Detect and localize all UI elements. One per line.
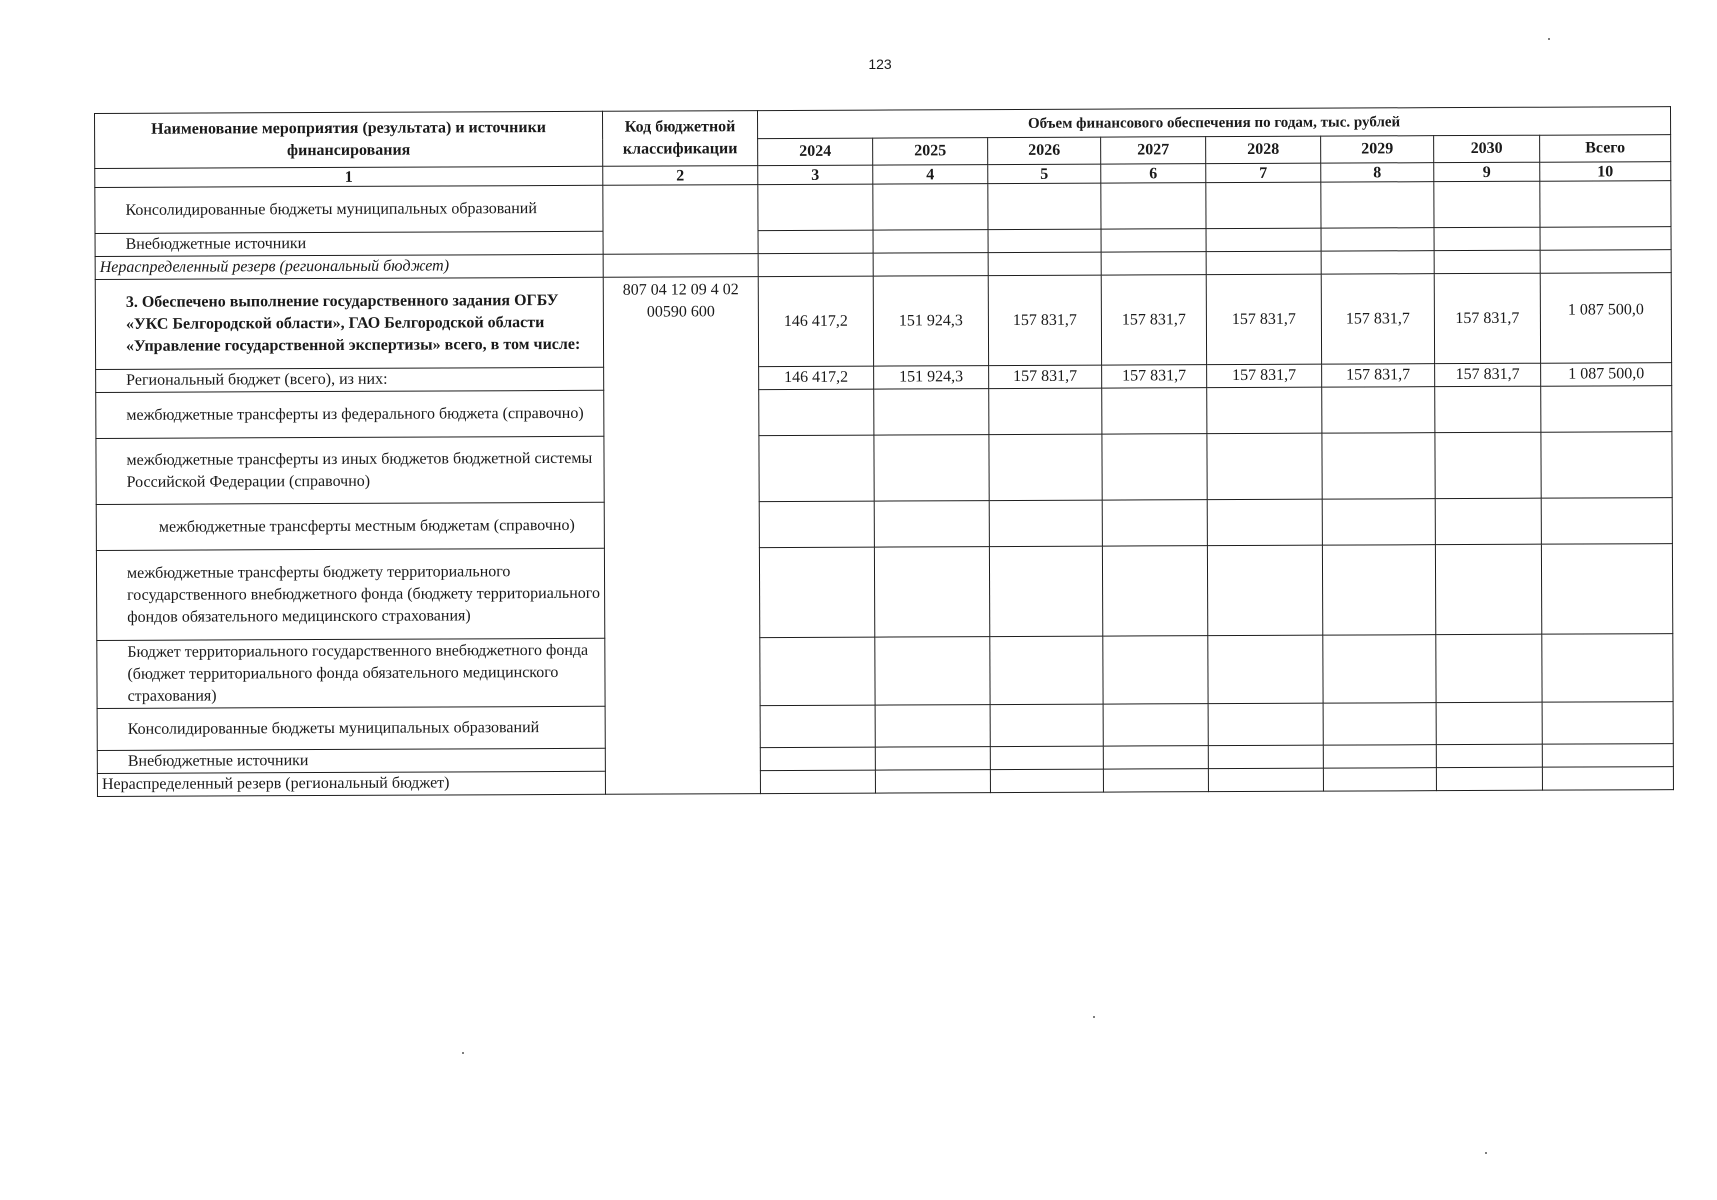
year-2029: 2029 bbox=[1321, 136, 1434, 163]
colnum: 8 bbox=[1321, 163, 1434, 182]
row-code bbox=[603, 254, 758, 278]
colnum: 10 bbox=[1540, 162, 1671, 182]
table-row bbox=[95, 273, 1671, 370]
value-2024: 146 417,2 bbox=[758, 276, 873, 367]
header-code: Код бюджетной классификации bbox=[602, 111, 757, 167]
colnum: 3 bbox=[758, 165, 873, 185]
header-name: Наименование мероприятия (результата) и источники финансирования bbox=[95, 111, 603, 168]
value-2026: 157 831,7 bbox=[988, 275, 1101, 365]
table-row bbox=[96, 432, 1672, 505]
colnum: 7 bbox=[1206, 163, 1321, 183]
value-2025: 151 924,3 bbox=[874, 366, 989, 390]
header-volume: Объем финансового обеспечения по годам, тыс. рублей bbox=[757, 107, 1670, 139]
value-2030: 157 831,7 bbox=[1434, 273, 1540, 363]
year-2024: 2024 bbox=[758, 138, 873, 166]
row-name: 3. Обеспечено выполнение государственного задания ОГБУ «УКС Белгородской области», ГАО Белгородской области «Управление государственной экспертизы» всего, в том числе: bbox=[95, 277, 603, 369]
colnum: 4 bbox=[873, 165, 988, 185]
year-2025: 2025 bbox=[873, 138, 988, 166]
row-name: Бюджет территориального государственного внебюджетного фонда (бюджет территориального фонда обязательного медицинского страхования) bbox=[97, 638, 605, 708]
page-number: 123 bbox=[868, 56, 892, 72]
table-row bbox=[96, 544, 1672, 641]
colnum: 5 bbox=[988, 164, 1101, 183]
value-2029: 157 831,7 bbox=[1322, 364, 1435, 387]
value-2026: 157 831,7 bbox=[989, 365, 1102, 388]
row-code bbox=[603, 185, 758, 255]
value-total: 1 087 500,0 bbox=[1540, 273, 1671, 364]
row-name: Внебюджетные источники bbox=[97, 748, 605, 773]
row-name: Нераспределенный резерв (региональный бюджет) bbox=[95, 254, 603, 279]
row-name: межбюджетные трансферты местным бюджетам (справочно) bbox=[96, 502, 604, 550]
value-2027: 157 831,7 bbox=[1102, 365, 1207, 388]
budget-table bbox=[94, 106, 1674, 797]
year-total: Всего bbox=[1540, 135, 1671, 163]
table-row bbox=[96, 498, 1672, 551]
value-2027: 157 831,7 bbox=[1101, 275, 1206, 365]
value-2028: 157 831,7 bbox=[1207, 364, 1322, 388]
row-name: Внебюджетные источники bbox=[95, 231, 603, 256]
row-name: Нераспределенный резерв (региональный бюджет) bbox=[97, 771, 605, 796]
value-2028: 157 831,7 bbox=[1206, 274, 1321, 365]
colnum: 6 bbox=[1101, 164, 1206, 183]
table-row bbox=[97, 702, 1673, 751]
year-2030: 2030 bbox=[1434, 135, 1540, 162]
colnum: 2 bbox=[603, 166, 758, 186]
row-name: Консолидированные бюджеты муниципальных образований bbox=[97, 706, 605, 750]
row-name: межбюджетные трансферты из иных бюджетов бюджетной системы Российской Федерации (справочно) bbox=[96, 436, 604, 504]
scan-speck bbox=[1485, 1152, 1487, 1154]
year-2026: 2026 bbox=[988, 137, 1101, 164]
value-2029: 157 831,7 bbox=[1321, 274, 1434, 364]
row-name: межбюджетные трансферты бюджету территориального государственного внебюджетного фонда (бюджету территориального фондов обязательного медицинского страхования) bbox=[96, 548, 604, 640]
value-2024: 146 417,2 bbox=[759, 366, 874, 390]
year-2027: 2027 bbox=[1101, 137, 1206, 164]
table-row bbox=[96, 386, 1672, 439]
row-name: Региональный бюджет (всего), из них: bbox=[96, 367, 604, 392]
scan-speck bbox=[462, 1052, 464, 1054]
value-2025: 151 924,3 bbox=[873, 276, 988, 367]
colnum: 1 bbox=[95, 166, 603, 187]
row-name: межбюджетные трансферты из федерального бюджета (справочно) bbox=[96, 390, 604, 438]
scan-speck bbox=[1093, 1016, 1095, 1018]
colnum: 9 bbox=[1434, 162, 1540, 181]
scan-speck bbox=[1548, 38, 1550, 40]
row-name: Консолидированные бюджеты муниципальных образований bbox=[95, 185, 603, 233]
row-code: 807 04 12 09 4 02 00590 600 bbox=[603, 277, 760, 795]
table-row bbox=[95, 181, 1671, 234]
table-row bbox=[97, 634, 1673, 709]
value-total: 1 087 500,0 bbox=[1541, 363, 1672, 387]
value-2030: 157 831,7 bbox=[1435, 363, 1541, 386]
year-2028: 2028 bbox=[1206, 136, 1321, 164]
